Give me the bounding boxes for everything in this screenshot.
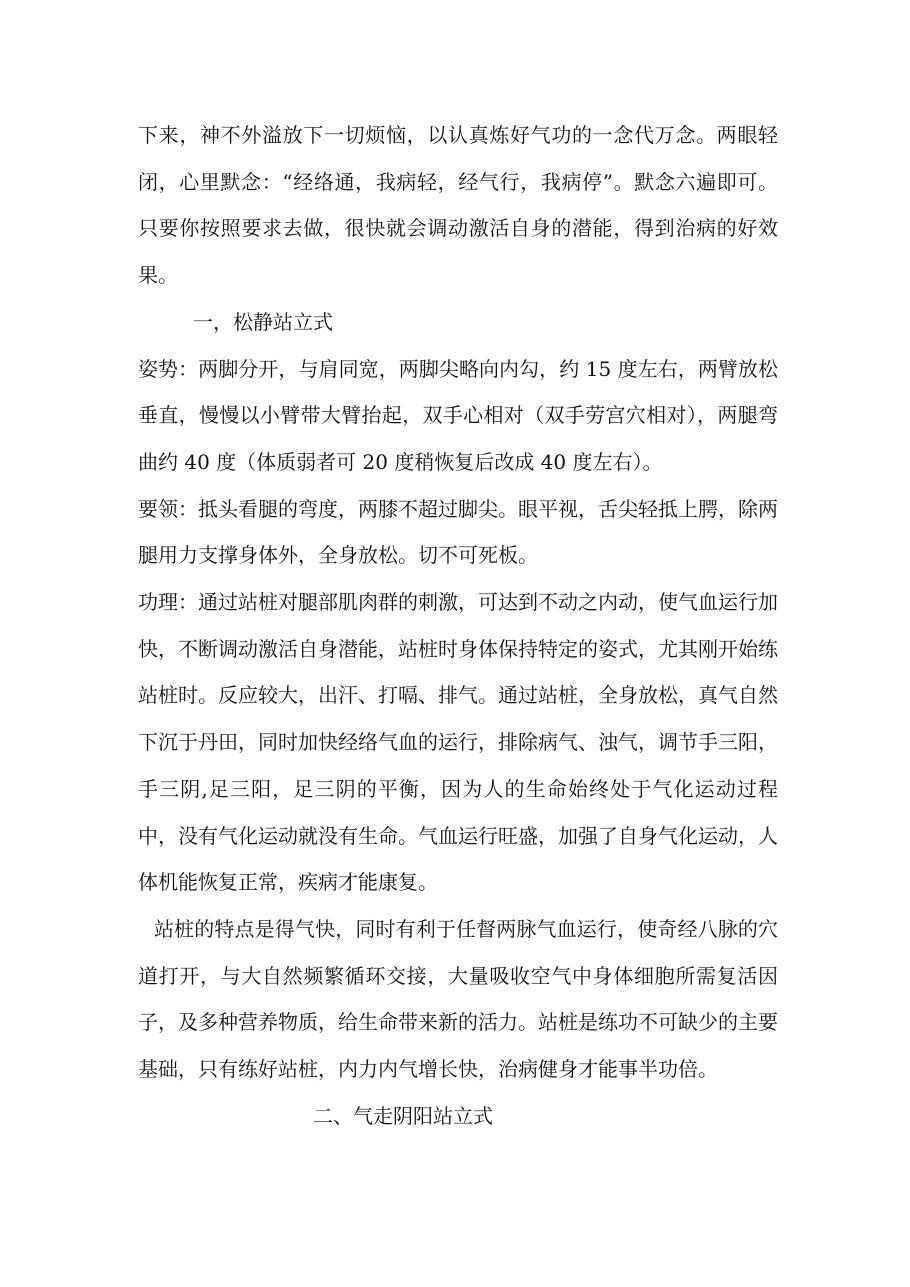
function-paragraph: 功理：通过站桩对腿部肌肉群的刺激，可达到不动之内动，使气血运行加快，不断调动激活自身潜能，站桩时身体保持特定的姿式，尤其刚开始练站桩时。反应较大，出汗、打嗝、排气。通过站桩，全身放松，真气自然下沉于丹田，同时加快经络气血的运行，排除病气、浊气，调节手三阳，手三阴,足三阳，足三阴的平衡，因为人的生命始终处于气化运动过程中，没有气化运动就没有生命。气血运行旺盛，加强了自身气化运动，人体机能恢复正常，疾病才能康复。 [138,590,778,895]
section-heading-2: 二、气走阴阳站立式 [313,1103,493,1128]
document-body [138,112,778,1139]
features-paragraph: 站桩的特点是得气快，同时有利于任督两脉气血运行，使奇经八脉的穴道打开，与大自然频繁循环交接，大量吸收空气中身体细胞所需复活因子，及多种营养物质，给生命带来新的活力。站桩是练功不可缺少的主要基础，只有练好站桩，内力内气增长快，治病健身才能事半功倍。 [138,916,778,1082]
intro-paragraph: 下来，神不外溢放下一切烦恼，以认真炼好气功的一念代万念。两眼轻闭，心里默念：“经络通，我病轻，经气行，我病停”。默念六遍即可。只要你按照要求去做，很快就会调动激活自身的潜能，得到治病的好效果。 [138,123,778,288]
section-heading-1: 一，松静站立式 [193,309,333,334]
essentials-paragraph: 要领：抵头看腿的弯度，两膝不超过脚尖。眼平视，舌尖轻抵上腭，除两腿用力支撑身体外，全身放松。切不可死板。 [138,496,778,568]
posture-paragraph: 姿势：两脚分开，与肩同宽，两脚尖略向内勾，约 15 度左右，两臂放松垂直，慢慢以小臂带大臂抬起，双手心相对（双手劳宫穴相对），两腿弯曲约 40 度（体质弱者可 20 度稍恢复后改成 40 度左右）。 [138,356,778,474]
